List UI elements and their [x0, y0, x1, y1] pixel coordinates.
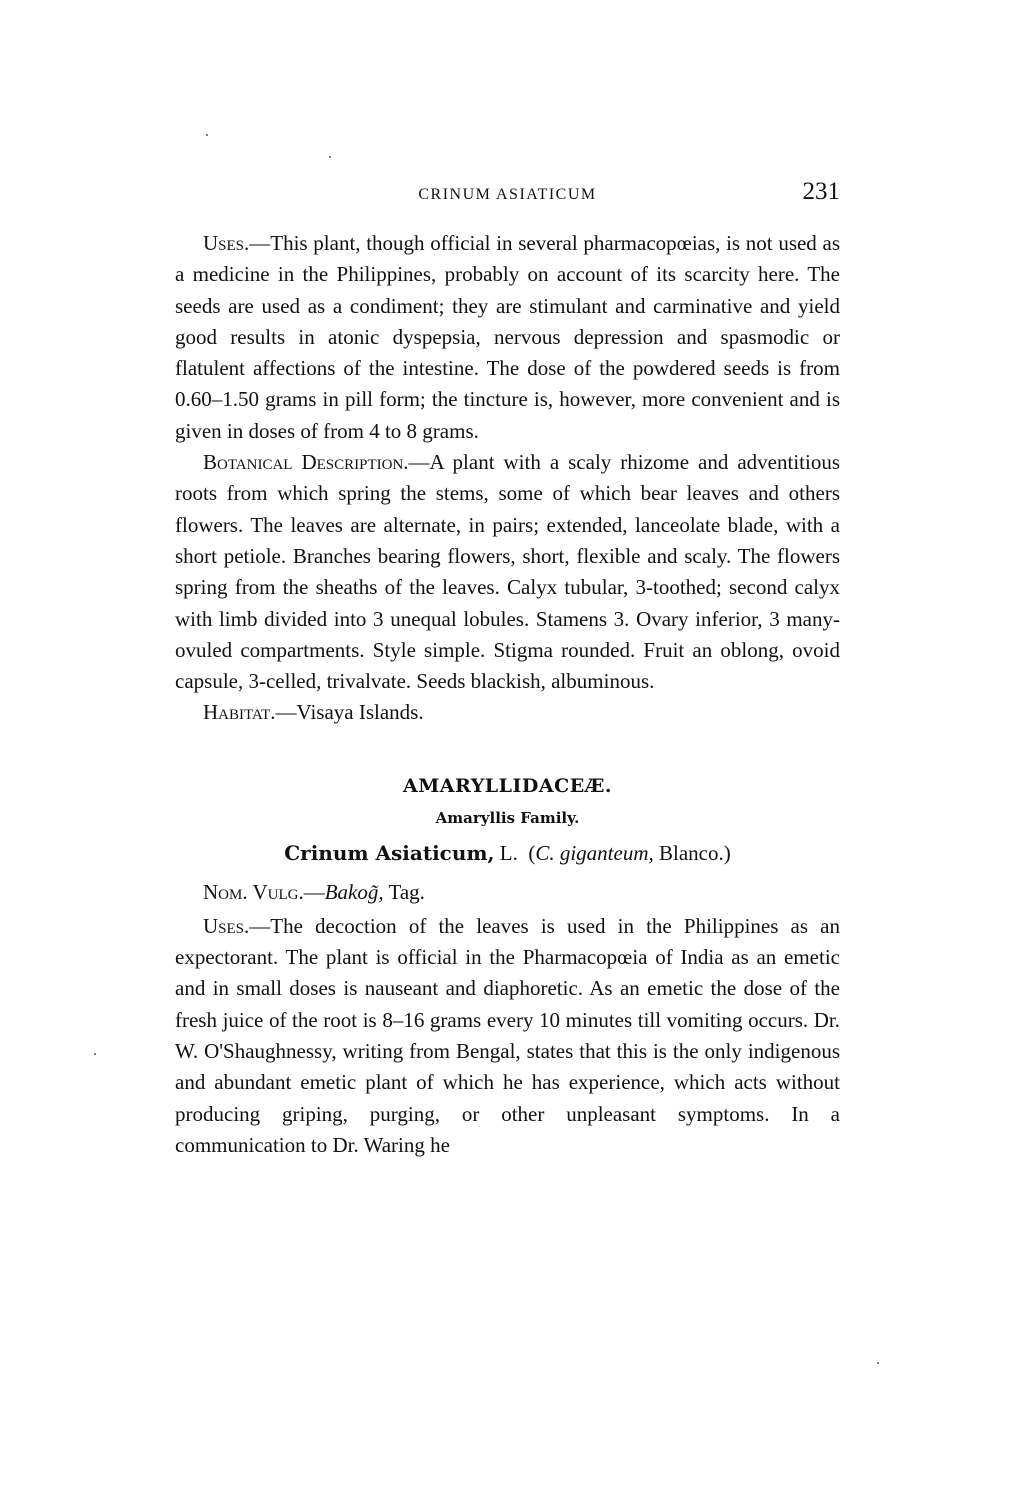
habitat-paragraph: [175, 697, 840, 728]
vernacular-language: Tag.: [388, 879, 425, 904]
vernacular-dash: —: [303, 879, 325, 904]
scan-speck: [94, 1053, 96, 1055]
scan-speck: [329, 156, 331, 158]
synonym-open-paren: (: [528, 840, 536, 865]
habitat-label: Habitat.: [203, 700, 276, 725]
botanical-description-label: Botanical Description.: [203, 450, 409, 475]
vernacular-label: Nom. Vulg.: [203, 879, 304, 904]
running-head: CRINUM ASIATICUM: [418, 186, 597, 203]
botanical-description-text: —A plant with a scaly rhizome and adventitious roots from which spring the stems, some of which bear leaves and others flowers. The leaves are alternate, in pairs; extended, lanceolate blade, with a short petiole. Branches bearing flowers, short, flexible and scaly. The flowers spring from the sheaths of the leaves. Calyx tubular, 3-toothed; second calyx with limb divided into 3 unequal lobules. Stamens 3. Ovary inferior, 3 many-ovuled compartments. Style simple. Stigma rounded. Fruit an oblong, ovoid capsule, 3-celled, trivalvate. Seeds blackish, albuminous.: [175, 450, 841, 694]
uses-label: Uses.: [203, 231, 250, 255]
uses-paragraph: [175, 228, 840, 447]
page-number: 231: [802, 178, 840, 205]
page-header: [175, 178, 840, 214]
species-synonym: C. giganteum,: [535, 840, 654, 865]
species-author: L.: [499, 840, 518, 865]
scan-speck: [206, 134, 208, 136]
family-common-name: Amaryllis Family.: [435, 808, 580, 827]
botanical-description-paragraph: [175, 447, 840, 697]
species-heading: [175, 833, 840, 873]
habitat-text: —Visaya Islands.: [275, 700, 424, 725]
family-heading: AMARYLLIDACEÆ.: [403, 774, 612, 797]
uses-text: —This plant, though official in several pharmacopœias, is not used as a medicine in the Philippines, probably on account of its scarcity here. The seeds are used as a condiment; they are stimulant and carminative and yield good results in atonic dyspepsia, nervous depression and spasmodic or flatulent affections of the intestine. The dose of the powdered seeds is from 0.60–1.50 grams in pill form; the tincture is, however, more convenient and is given in doses of from 4 to 8 grams.: [175, 231, 840, 443]
synonym-author: Blanco.): [659, 840, 731, 865]
vernacular-name: Bakog̃,: [324, 879, 384, 904]
vernacular-name-line: [175, 873, 840, 911]
scan-speck: [877, 1362, 879, 1364]
species-name: Crinum Asiaticum,: [284, 840, 495, 865]
uses-text-2: —The decoction of the leaves is used in the Philippines as an expectorant. The plant is official in the Pharmacopœia of India as an emetic and in small doses is nauseant and diaphoretic. As an emetic the dose of the fresh juice of the root is 8–16 grams every 10 minutes till vomiting occurs. Dr. W. O'Shaughnessy, writing from Bengal, states that this is the only indigenous and abundant emetic plant of which he has experience, which acts without producing griping, purging, or other unpleasant symptoms. In a communication to Dr. Waring he: [175, 913, 840, 1157]
page-body: [175, 228, 840, 1161]
uses-paragraph-2: [175, 911, 840, 1161]
uses-label-2: Uses.: [203, 913, 250, 938]
